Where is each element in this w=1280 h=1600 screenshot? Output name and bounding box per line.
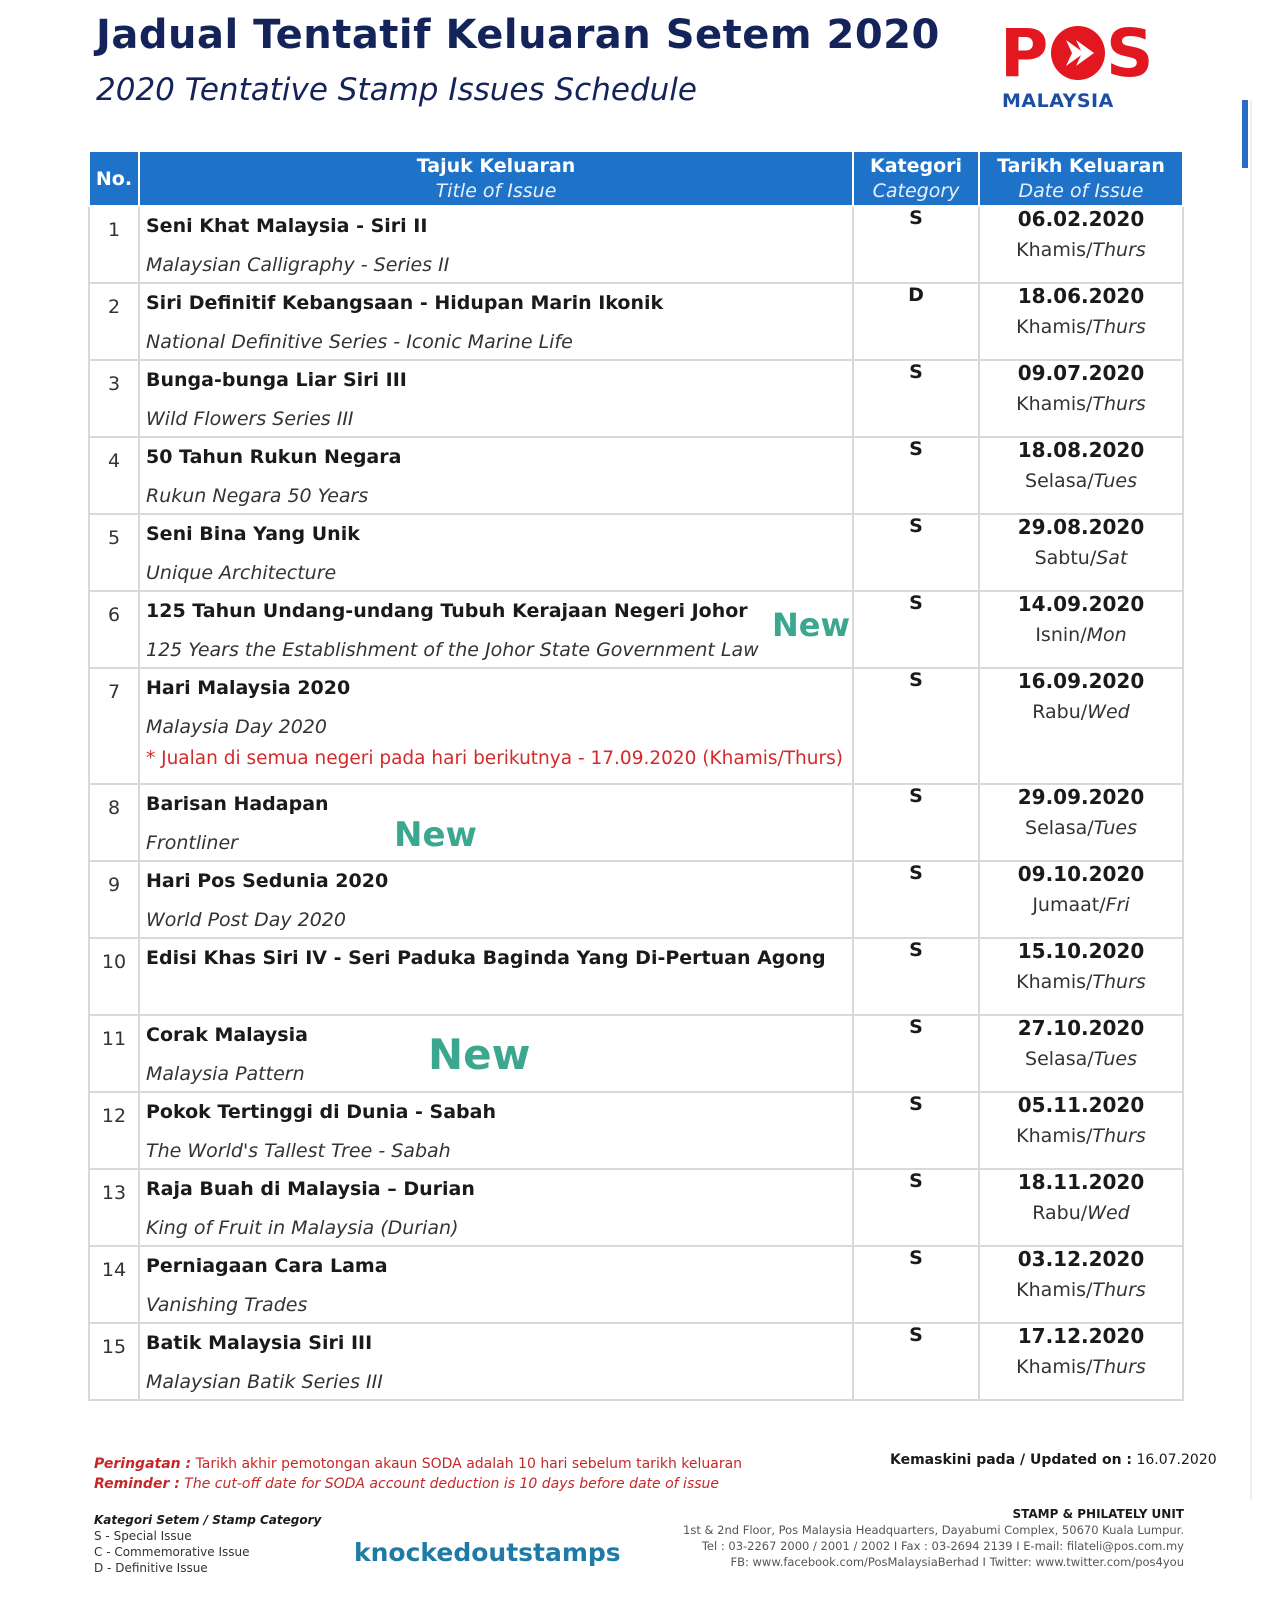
row-number: 12: [89, 1092, 139, 1169]
issue-title-malay: Raja Buah di Malaysia – Durian: [146, 1178, 475, 1200]
new-badge: New: [428, 1030, 531, 1079]
row-title-cell: [139, 283, 853, 360]
row-category: S: [853, 206, 979, 283]
issue-day: [980, 239, 1182, 261]
table-row: [89, 784, 1183, 861]
issue-title-english: Malaysian Calligraphy - Series II: [146, 254, 450, 276]
row-number: 14: [89, 1246, 139, 1323]
row-category: S: [853, 861, 979, 938]
issue-day-english: Sat: [1096, 547, 1128, 569]
issue-date: 27.10.2020: [1017, 1016, 1145, 1040]
issue-title-malay: Hari Malaysia 2020: [146, 677, 351, 699]
row-number: 5: [89, 514, 139, 591]
header-title: Tajuk Keluaran Title of Issue: [139, 151, 853, 206]
row-number: 9: [89, 861, 139, 938]
issue-day: [980, 894, 1182, 916]
updated-on: [890, 1452, 1217, 1468]
issue-day-english: Wed: [1087, 701, 1130, 723]
row-category: S: [853, 668, 979, 784]
issue-date: 29.08.2020: [1017, 515, 1145, 539]
issue-date: 29.09.2020: [1017, 785, 1145, 809]
issue-title-malay: Hari Pos Sedunia 2020: [146, 870, 389, 892]
svg-text:S: S: [1106, 18, 1151, 88]
row-number: 11: [89, 1015, 139, 1092]
issue-day: [980, 1356, 1182, 1378]
row-title-cell: [139, 938, 853, 1015]
contact-info: [683, 1506, 1184, 1570]
issue-day-english: Thurs: [1092, 239, 1146, 261]
issue-day-malay: Khamis/: [1016, 239, 1093, 261]
issue-title-malay: Siri Definitif Kebangsaan - Hidupan Marin Ikonik: [146, 292, 664, 314]
category-legend: [94, 1512, 321, 1576]
row-number: 7: [89, 668, 139, 784]
issue-title-english: World Post Day 2020: [146, 909, 346, 931]
header-no: No.: [89, 151, 139, 206]
row-date-cell: [979, 514, 1183, 591]
issue-day: [980, 547, 1182, 569]
issue-title-english: Rukun Negara 50 Years: [146, 485, 369, 507]
row-title-cell: [139, 437, 853, 514]
issue-title-english: Vanishing Trades: [146, 1294, 308, 1316]
row-date-cell: [979, 1323, 1183, 1400]
issue-day-english: Tues: [1093, 817, 1137, 839]
row-title-cell: [139, 861, 853, 938]
issue-day-english: Thurs: [1092, 316, 1146, 338]
row-category: S: [853, 437, 979, 514]
issue-day-malay: Khamis/: [1016, 1279, 1093, 1301]
row-date-cell: [979, 1092, 1183, 1169]
warning-label-en: Reminder :: [94, 1476, 180, 1492]
table-row: [89, 1015, 1183, 1092]
logo-malaysia-text: MALAYSIA: [1002, 90, 1114, 112]
row-category: S: [853, 938, 979, 1015]
legend-title: Kategori Setem / Stamp Category: [94, 1513, 322, 1527]
row-title-cell: [139, 1323, 853, 1400]
issue-day-malay: Khamis/: [1016, 1125, 1093, 1147]
issue-day-english: Fri: [1105, 894, 1130, 916]
issue-day: [980, 393, 1182, 415]
issue-day-english: Wed: [1087, 1202, 1130, 1224]
issue-day-english: Mon: [1086, 624, 1127, 646]
issue-date: 18.11.2020: [1017, 1170, 1145, 1194]
page-title: Jadual Tentatif Keluaran Setem 2020: [96, 12, 940, 58]
table-row: [89, 861, 1183, 938]
stamp-schedule-table: [88, 150, 1184, 1401]
issue-day: [980, 1202, 1182, 1224]
scroll-indicator: [1242, 100, 1248, 168]
issue-title-english: National Definitive Series - Iconic Marine Life: [146, 331, 573, 353]
row-category: S: [853, 1169, 979, 1246]
pos-logo-icon: [1000, 18, 1170, 88]
issue-title-english: 125 Years the Establishment of the Johor State Government Law: [146, 639, 759, 661]
unit-social: FB: www.facebook.com/PosMalaysiaBerhad I Twitter: www.twitter.com/pos4you: [730, 1555, 1184, 1569]
table-row: [89, 514, 1183, 591]
issue-day-malay: Selasa/: [1025, 1048, 1094, 1070]
table-row: [89, 591, 1183, 668]
row-date-cell: [979, 938, 1183, 1015]
warning-label-ms: Peringatan :: [94, 1456, 192, 1472]
issue-title-english: Wild Flowers Series III: [146, 408, 354, 430]
issue-title-malay: Seni Khat Malaysia - Siri II: [146, 215, 428, 237]
table-row: [89, 1169, 1183, 1246]
row-title-cell: [139, 591, 853, 668]
issue-day-english: Thurs: [1092, 1356, 1146, 1378]
issue-title-malay: 50 Tahun Rukun Negara: [146, 446, 402, 468]
row-date-cell: [979, 206, 1183, 283]
row-category: S: [853, 784, 979, 861]
issue-date: 16.09.2020: [1017, 669, 1145, 693]
issue-date: 18.06.2020: [1017, 284, 1145, 308]
legend-commemorative: C - Commemorative Issue: [94, 1545, 250, 1559]
issue-day-english: Thurs: [1092, 1125, 1146, 1147]
row-date-cell: [979, 437, 1183, 514]
issue-date: 03.12.2020: [1017, 1247, 1145, 1271]
issue-title-english: The World's Tallest Tree - Sabah: [146, 1140, 451, 1162]
row-date-cell: [979, 360, 1183, 437]
issue-title-english: Frontliner: [146, 832, 238, 854]
issue-title-malay: Batik Malaysia Siri III: [146, 1332, 373, 1354]
row-title-cell: [139, 1092, 853, 1169]
row-category: S: [853, 591, 979, 668]
row-date-cell: [979, 1246, 1183, 1323]
row-number: 2: [89, 283, 139, 360]
issue-title-english: Malaysia Pattern: [146, 1063, 305, 1085]
issue-title-malay: Seni Bina Yang Unik: [146, 523, 360, 545]
row-title-cell: [139, 514, 853, 591]
issue-title-malay: Bunga-bunga Liar Siri III: [146, 369, 407, 391]
issue-date: 15.10.2020: [1017, 939, 1145, 963]
table-row: [89, 938, 1183, 1015]
svg-text:P: P: [1000, 18, 1046, 88]
issue-day: [980, 624, 1182, 646]
issue-title-english: Unique Architecture: [146, 562, 337, 584]
legend-special: S - Special Issue: [94, 1529, 192, 1543]
issue-day-malay: Khamis/: [1016, 971, 1093, 993]
table-row: [89, 206, 1183, 283]
issue-day-malay: Khamis/: [1016, 1356, 1093, 1378]
row-number: 15: [89, 1323, 139, 1400]
table-row: [89, 1092, 1183, 1169]
row-date-cell: [979, 283, 1183, 360]
page-edge-line: [1250, 100, 1252, 1500]
row-date-cell: [979, 784, 1183, 861]
row-date-cell: [979, 668, 1183, 784]
watermark-text: knockedoutstamps: [354, 1538, 621, 1567]
issue-day: [980, 316, 1182, 338]
issue-title-malay: Corak Malaysia: [146, 1024, 308, 1046]
issue-day: [980, 1048, 1182, 1070]
row-date-cell: [979, 591, 1183, 668]
row-title-cell: [139, 1015, 853, 1092]
row-title-cell: [139, 1246, 853, 1323]
issue-day-malay: Isnin/: [1035, 624, 1087, 646]
schedule-page: [82, 0, 1217, 1600]
row-number: 8: [89, 784, 139, 861]
issue-day-malay: Selasa/: [1025, 817, 1094, 839]
row-category: S: [853, 514, 979, 591]
row-title-cell: [139, 784, 853, 861]
unit-address: 1st & 2nd Floor, Pos Malaysia Headquarters, Dayabumi Complex, 50670 Kuala Lumpur.: [683, 1523, 1184, 1537]
issue-day: [980, 1279, 1182, 1301]
row-title-cell: [139, 206, 853, 283]
table-row: [89, 360, 1183, 437]
issue-day: [980, 470, 1182, 492]
issue-title-english: King of Fruit in Malaysia (Durian): [146, 1217, 459, 1239]
issue-title-malay: Perniagaan Cara Lama: [146, 1255, 388, 1277]
issue-title-english: Malaysia Day 2020: [146, 716, 327, 738]
issue-date: 05.11.2020: [1017, 1093, 1145, 1117]
row-category: S: [853, 1323, 979, 1400]
issue-day-malay: Rabu/: [1032, 701, 1088, 723]
pos-malaysia-logo: [1000, 18, 1170, 118]
issue-day: [980, 817, 1182, 839]
issue-date: 18.08.2020: [1017, 438, 1145, 462]
issue-title-malay: 125 Tahun Undang-undang Tubuh Kerajaan Negeri Johor: [146, 600, 748, 622]
issue-day-malay: Khamis/: [1016, 316, 1093, 338]
row-date-cell: [979, 1015, 1183, 1092]
issue-title-malay: Barisan Hadapan: [146, 793, 329, 815]
table-header-row: [89, 151, 1183, 206]
row-number: 10: [89, 938, 139, 1015]
table-row: [89, 1246, 1183, 1323]
issue-title-english: Malaysian Batik Series III: [146, 1371, 383, 1393]
table-row: [89, 283, 1183, 360]
issue-day-malay: Selasa/: [1025, 470, 1094, 492]
issue-day-english: Thurs: [1092, 393, 1146, 415]
warning-text-ms: Tarikh akhir pemotongan akaun SODA adalah 10 hari sebelum tarikh keluaran: [195, 1456, 743, 1472]
warning-text-en: The cut-off date for SODA account deduction is 10 days before date of issue: [184, 1476, 720, 1492]
new-badge: New: [772, 606, 851, 644]
legend-definitive: D - Definitive Issue: [94, 1561, 208, 1575]
issue-day: [980, 971, 1182, 993]
soda-reminder: [94, 1456, 814, 1496]
row-number: 1: [89, 206, 139, 283]
issue-title-malay: Edisi Khas Siri IV - Seri Paduka Baginda Yang Di-Pertuan Agong: [146, 947, 826, 969]
issue-day-malay: Sabtu/: [1034, 547, 1097, 569]
row-number: 4: [89, 437, 139, 514]
row-title-cell: [139, 1169, 853, 1246]
new-badge: New: [394, 815, 477, 855]
unit-title: STAMP & PHILATELY UNIT: [1012, 1507, 1184, 1521]
row-category: D: [853, 283, 979, 360]
issue-day: [980, 1125, 1182, 1147]
table-row: [89, 668, 1183, 784]
issue-day-english: Thurs: [1092, 971, 1146, 993]
unit-phone: Tel : 03-2267 2000 / 2001 / 2002 I Fax : 03-2694 2139 I E-mail: filateli@pos.com.my: [701, 1539, 1184, 1553]
header-date: Tarikh Keluaran Date of Issue: [979, 151, 1183, 206]
row-title-cell: [139, 360, 853, 437]
issue-date: 06.02.2020: [1017, 207, 1145, 231]
issue-date: 09.07.2020: [1017, 361, 1145, 385]
issue-day-malay: Rabu/: [1032, 1202, 1088, 1224]
row-title-cell: [139, 668, 853, 784]
issue-day-english: Thurs: [1092, 1279, 1146, 1301]
row-number: 3: [89, 360, 139, 437]
issue-day: [980, 701, 1182, 723]
issue-day-english: Tues: [1093, 470, 1137, 492]
header-category: Kategori Category: [853, 151, 979, 206]
row-category: S: [853, 1246, 979, 1323]
row-date-cell: [979, 1169, 1183, 1246]
table-row: [89, 1323, 1183, 1400]
issue-date: 17.12.2020: [1017, 1324, 1145, 1348]
row-number: 6: [89, 591, 139, 668]
row-date-cell: [979, 861, 1183, 938]
issue-day-english: Tues: [1093, 1048, 1137, 1070]
row-category: S: [853, 360, 979, 437]
table-row: [89, 437, 1183, 514]
issue-title-malay: Pokok Tertinggi di Dunia - Sabah: [146, 1101, 497, 1123]
updated-date: 16.07.2020: [1136, 1452, 1217, 1468]
issue-date: 09.10.2020: [1017, 862, 1145, 886]
row-number: 13: [89, 1169, 139, 1246]
sale-note: * Jualan di semua negeri pada hari berikutnya - 17.09.2020 (Khamis/Thurs): [146, 748, 843, 769]
page-subtitle: 2020 Tentative Stamp Issues Schedule: [96, 72, 697, 108]
row-category: S: [853, 1015, 979, 1092]
issue-day-malay: Khamis/: [1016, 393, 1093, 415]
updated-label: Kemaskini pada / Updated on :: [890, 1452, 1133, 1468]
row-category: S: [853, 1092, 979, 1169]
issue-day-malay: Jumaat/: [1032, 894, 1106, 916]
issue-date: 14.09.2020: [1017, 592, 1145, 616]
